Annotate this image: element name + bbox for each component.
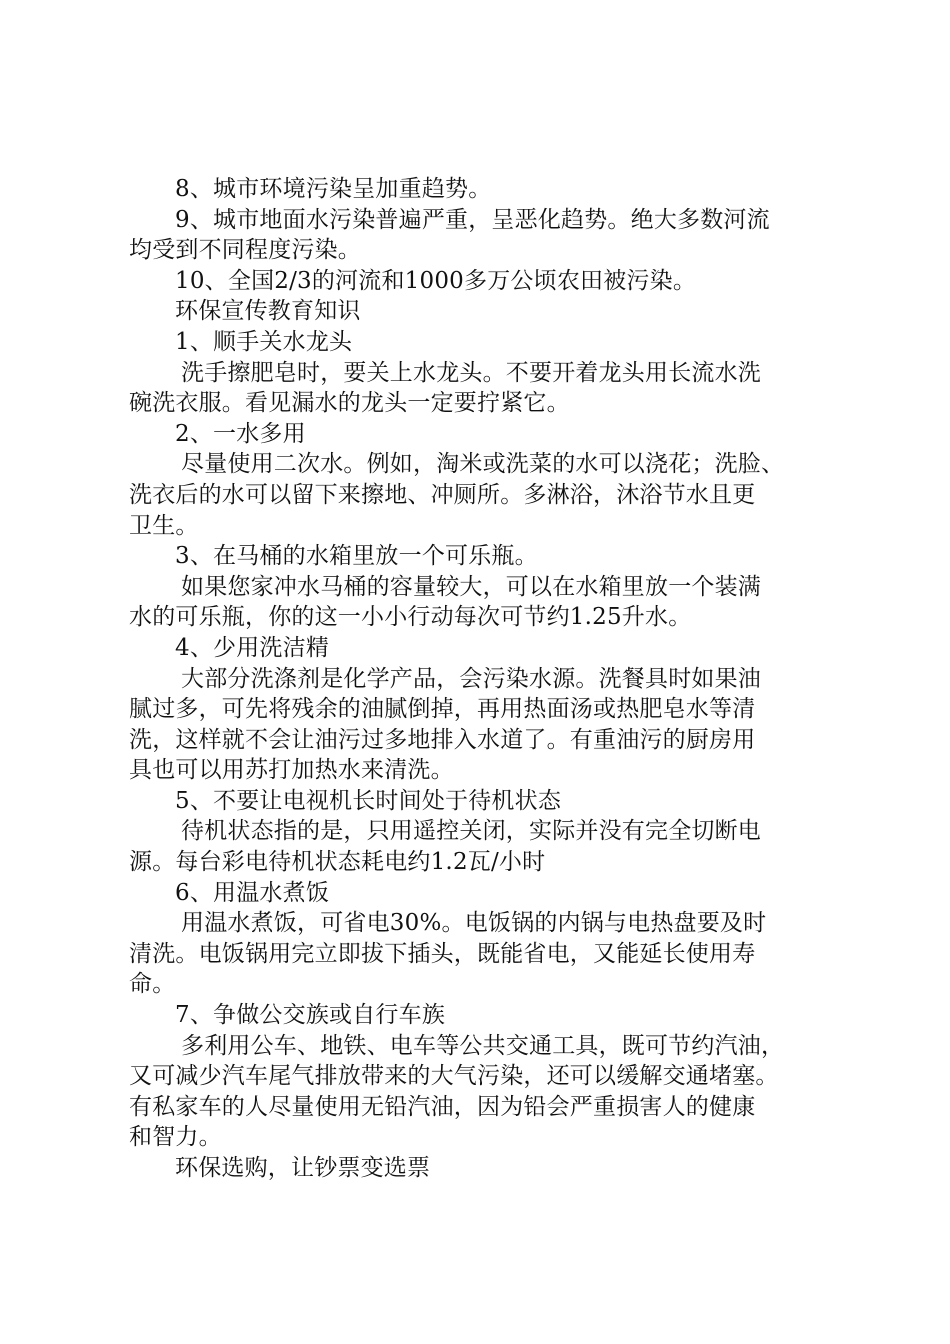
text-line: 用温水煮饭，可省电30%。电饭锅的内锅与电热盘要及时 xyxy=(181,910,767,937)
item-heading: 2、一水多用 xyxy=(175,420,306,447)
item-heading: 1、顺手关水龙头 xyxy=(175,328,353,355)
text-line: 又可减少汽车尾气排放带来的大气污染，还可以缓解交通堵塞。 xyxy=(129,1063,779,1090)
text-line: 大部分洗涤剂是化学产品，会污染水源。洗餐具时如果油 xyxy=(181,665,761,692)
text-line: 待机状态指的是，只用遥控关闭，实际并没有完全切断电 xyxy=(181,818,761,845)
text-line: 命。 xyxy=(129,971,176,998)
text-line: 和智力。 xyxy=(129,1124,222,1151)
section-heading: 环保宣传教育知识 xyxy=(175,298,361,325)
text-line: 具也可以用苏打加热水来清洗。 xyxy=(129,757,454,784)
text-line: 8、城市环境污染呈加重趋势。 xyxy=(175,176,492,202)
text-line: 尽量使用二次水。例如，淘米或洗菜的水可以浇花；洗脸、 xyxy=(181,451,785,478)
text-line: 水的可乐瓶，你的这一小小行动每次可节约1.25升水。 xyxy=(129,604,692,631)
text-line: 洗手擦肥皂时，要关上水龙头。不要开着龙头用长流水洗 xyxy=(181,359,761,386)
item-heading: 6、用温水煮饭 xyxy=(175,879,330,906)
document-body xyxy=(129,174,834,1184)
text-line: 洗衣后的水可以留下来擦地、冲厕所。多淋浴，沐浴节水且更 xyxy=(129,481,756,508)
text-line: 洗，这样就不会让油污过多地排入水道了。有重油污的厨房用 xyxy=(129,726,756,753)
text-line: 9、城市地面水污染普遍严重，呈恶化趋势。绝大多数河流 xyxy=(175,206,770,233)
text-line: 碗洗衣服。看见漏水的龙头一定要拧紧它。 xyxy=(129,390,570,417)
text-line: 多利用公车、地铁、电车等公共交通工具，既可节约汽油， xyxy=(181,1032,785,1059)
text-line: 卫生。 xyxy=(129,512,199,539)
item-heading: 4、少用洗洁精 xyxy=(175,634,330,661)
item-heading: 7、争做公交族或自行车族 xyxy=(175,1002,446,1029)
text-line: 10、全国2/3的河流和1000多万公顷农田被污染。 xyxy=(175,267,697,294)
text-line: 腻过多，可先将残余的油腻倒掉，再用热面汤或热肥皂水等清 xyxy=(129,696,756,723)
item-heading: 5、不要让电视机长时间处于待机状态 xyxy=(175,787,562,814)
text-line: 均受到不同程度污染。 xyxy=(129,237,361,264)
item-heading: 3、在马桶的水箱里放一个可乐瓶。 xyxy=(175,543,538,570)
text-line: 如果您家冲水马桶的容量较大，可以在水箱里放一个装满 xyxy=(181,573,761,600)
text-line: 源。每台彩电待机状态耗电约1.2瓦/小时 xyxy=(129,849,546,876)
text-line: 有私家车的人尽量使用无铅汽油，因为铅会严重损害人的健康 xyxy=(129,1093,756,1120)
text-line: 清洗。电饭锅用完立即拔下插头，既能省电，又能延长使用寿 xyxy=(129,940,756,967)
section-heading: 环保选购，让钞票变选票 xyxy=(175,1155,431,1181)
